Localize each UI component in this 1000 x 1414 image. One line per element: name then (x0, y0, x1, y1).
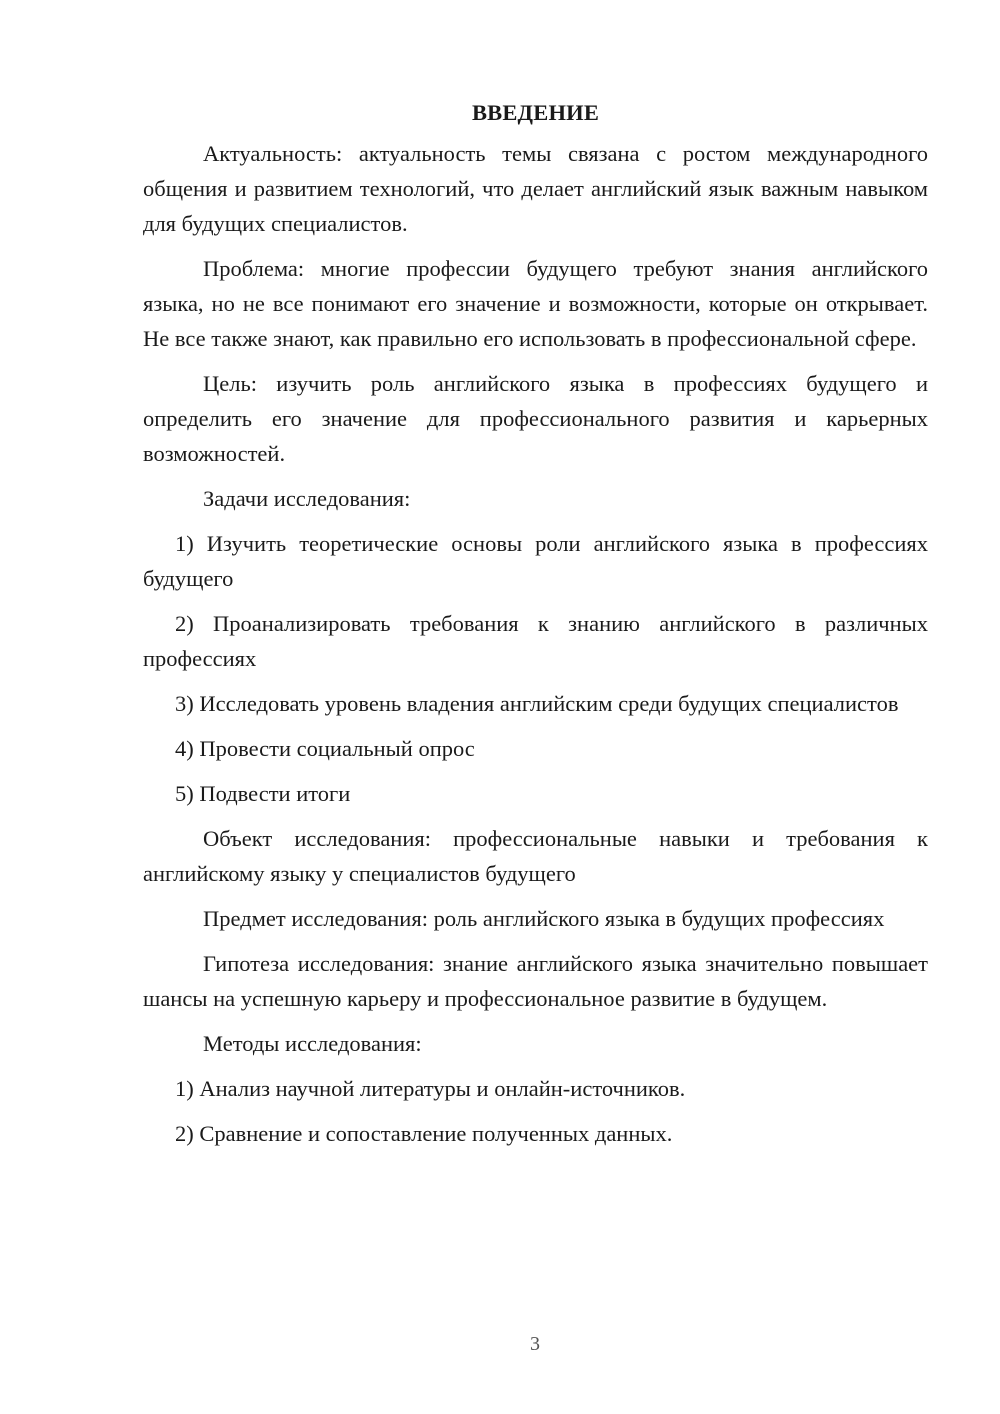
task-item-1: 1) Изучить теоретические основы роли английского языка в профессиях будущего (143, 531, 928, 591)
task-item-5: 5) Подвести итоги (175, 781, 351, 806)
task-item-3: 3) Исследовать уровень владения английским среди будущих специалистов (175, 691, 899, 716)
paragraph-problem: Проблема: многие профессии будущего требуют знания английского языка, но не все понимают его значение и возможности, которые он открывает. Не все также знают, как правильно его использовать в профессиональной сфере. (143, 256, 928, 351)
method-item-1: 1) Анализ научной литературы и онлайн-источников. (175, 1076, 686, 1101)
paragraph-object: Объект исследования: профессиональные навыки и требования к английскому языку у специалистов будущего (143, 826, 928, 886)
methods-heading: Методы исследования: (203, 1031, 422, 1056)
paragraph-subject: Предмет исследования: роль английского языка в будущих профессиях (203, 906, 885, 931)
tasks-heading: Задачи исследования: (203, 486, 411, 511)
task-item-2: 2) Проанализировать требования к знанию английского в различных профессиях (143, 611, 928, 671)
page-content (143, 95, 928, 1161)
paragraph-hypothesis: Гипотеза исследования: знание английского языка значительно повышает шансы на успешную карьеру и профессиональное развитие в будущем. (143, 951, 928, 1011)
paragraph-relevance: Актуальность: актуальность темы связана с ростом международного общения и развитием технологий, что делает английский язык важным навыком для будущих специалистов. (143, 141, 928, 236)
page-title: ВВЕДЕНИЕ (471, 100, 600, 125)
paragraph-goal: Цель: изучить роль английского языка в профессиях будущего и определить его значение для профессионального развития и карьерных возможностей. (143, 371, 928, 466)
method-item-2: 2) Сравнение и сопоставление полученных данных. (175, 1121, 673, 1146)
task-item-4: 4) Провести социальный опрос (175, 736, 475, 761)
page-number: 3 (530, 1333, 540, 1355)
